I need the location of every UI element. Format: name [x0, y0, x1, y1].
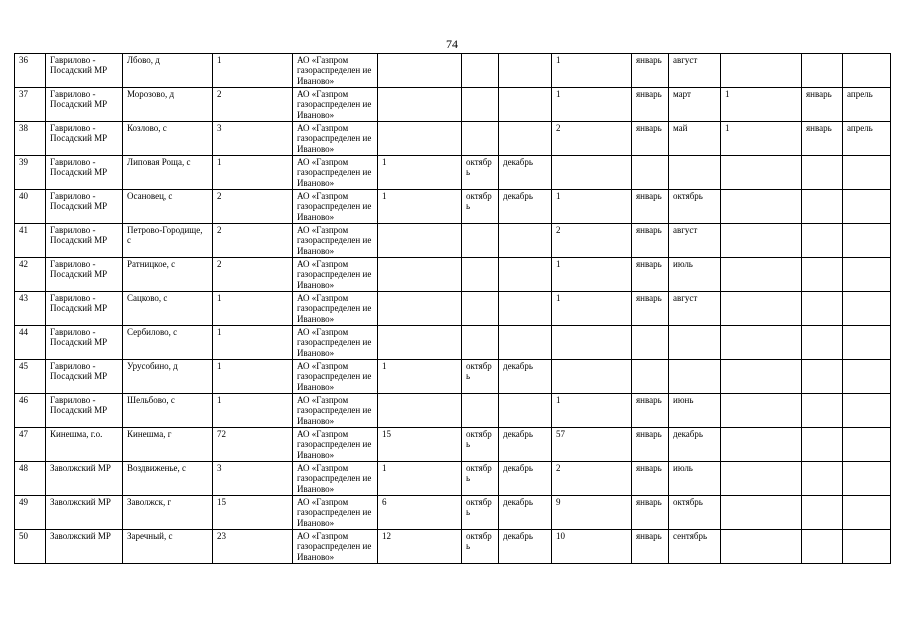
row-number-cell: 48 — [15, 462, 46, 496]
period3-start-month-cell — [802, 360, 843, 394]
period3-count-cell — [721, 496, 802, 530]
period2-count-cell — [552, 156, 632, 190]
row-number-cell: 46 — [15, 394, 46, 428]
organization-cell: АО «Газпром газораспределен ие Иваново» — [293, 224, 378, 258]
period2-count-cell: 1 — [552, 190, 632, 224]
period2-count-cell: 2 — [552, 122, 632, 156]
district-cell: Гаврилово - Посадский МР — [46, 224, 123, 258]
period3-end-month-cell — [843, 530, 891, 564]
total-count-cell: 2 — [213, 88, 293, 122]
period2-end-month-cell: август — [669, 292, 721, 326]
period1-start-month-cell — [462, 394, 499, 428]
schedule-table — [14, 53, 891, 564]
organization-cell: АО «Газпром газораспределен ие Иваново» — [293, 190, 378, 224]
total-count-cell: 2 — [213, 258, 293, 292]
period1-end-month-cell — [499, 88, 552, 122]
organization-cell: АО «Газпром газораспределен ие Иваново» — [293, 122, 378, 156]
organization-cell: АО «Газпром газораспределен ие Иваново» — [293, 462, 378, 496]
period3-end-month-cell — [843, 54, 891, 88]
period3-end-month-cell — [843, 394, 891, 428]
period2-start-month-cell: январь — [632, 530, 669, 564]
table-row — [15, 428, 891, 462]
organization-cell: АО «Газпром газораспределен ие Иваново» — [293, 326, 378, 360]
settlement-cell: Липовая Роща, с — [123, 156, 213, 190]
period3-count-cell — [721, 190, 802, 224]
table-row — [15, 156, 891, 190]
row-number-cell: 44 — [15, 326, 46, 360]
district-cell: Гаврилово - Посадский МР — [46, 122, 123, 156]
total-count-cell: 1 — [213, 394, 293, 428]
total-count-cell: 1 — [213, 326, 293, 360]
district-cell: Кинешма, г.о. — [46, 428, 123, 462]
settlement-cell: Ратницкое, с — [123, 258, 213, 292]
period2-start-month-cell: январь — [632, 496, 669, 530]
row-number-cell: 40 — [15, 190, 46, 224]
settlement-cell: Кинешма, г — [123, 428, 213, 462]
period3-end-month-cell — [843, 496, 891, 530]
period1-count-cell — [378, 88, 462, 122]
period3-count-cell — [721, 360, 802, 394]
period1-count-cell — [378, 54, 462, 88]
period1-end-month-cell — [499, 54, 552, 88]
period3-start-month-cell — [802, 156, 843, 190]
settlement-cell: Заречный, с — [123, 530, 213, 564]
period3-end-month-cell — [843, 190, 891, 224]
district-cell: Заволжский МР — [46, 462, 123, 496]
period2-start-month-cell: январь — [632, 292, 669, 326]
period1-count-cell: 1 — [378, 360, 462, 394]
district-cell: Гаврилово - Посадский МР — [46, 292, 123, 326]
period1-count-cell — [378, 258, 462, 292]
settlement-cell: Петрово-Городище, с — [123, 224, 213, 258]
period3-count-cell — [721, 224, 802, 258]
row-number-cell: 41 — [15, 224, 46, 258]
period3-end-month-cell — [843, 156, 891, 190]
period1-count-cell: 1 — [378, 462, 462, 496]
period1-end-month-cell: декабрь — [499, 428, 552, 462]
period2-end-month-cell: август — [669, 224, 721, 258]
period2-count-cell: 1 — [552, 54, 632, 88]
total-count-cell: 1 — [213, 292, 293, 326]
period3-end-month-cell — [843, 224, 891, 258]
table-row — [15, 326, 891, 360]
period1-count-cell — [378, 122, 462, 156]
period1-start-month-cell — [462, 326, 499, 360]
period1-start-month-cell: октябрь — [462, 462, 499, 496]
period3-count-cell — [721, 156, 802, 190]
period1-count-cell: 1 — [378, 190, 462, 224]
period2-start-month-cell — [632, 156, 669, 190]
total-count-cell: 2 — [213, 190, 293, 224]
district-cell: Заволжский МР — [46, 496, 123, 530]
district-cell: Гаврилово - Посадский МР — [46, 258, 123, 292]
total-count-cell: 72 — [213, 428, 293, 462]
row-number-cell: 37 — [15, 88, 46, 122]
table-row — [15, 190, 891, 224]
period2-start-month-cell: январь — [632, 122, 669, 156]
row-number-cell: 45 — [15, 360, 46, 394]
row-number-cell: 39 — [15, 156, 46, 190]
total-count-cell: 23 — [213, 530, 293, 564]
organization-cell: АО «Газпром газораспределен ие Иваново» — [293, 258, 378, 292]
period2-end-month-cell: октябрь — [669, 190, 721, 224]
period3-count-cell — [721, 326, 802, 360]
period3-end-month-cell — [843, 360, 891, 394]
period3-count-cell: 1 — [721, 122, 802, 156]
period2-count-cell: 2 — [552, 224, 632, 258]
organization-cell: АО «Газпром газораспределен ие Иваново» — [293, 428, 378, 462]
period3-count-cell: 1 — [721, 88, 802, 122]
period2-start-month-cell: январь — [632, 258, 669, 292]
period3-end-month-cell: апрель — [843, 88, 891, 122]
period2-end-month-cell: март — [669, 88, 721, 122]
total-count-cell: 1 — [213, 360, 293, 394]
settlement-cell: Морозово, д — [123, 88, 213, 122]
total-count-cell: 15 — [213, 496, 293, 530]
period1-start-month-cell: октябрь — [462, 530, 499, 564]
period3-start-month-cell — [802, 394, 843, 428]
table-row — [15, 496, 891, 530]
period1-end-month-cell: декабрь — [499, 190, 552, 224]
period1-start-month-cell: октябрь — [462, 428, 499, 462]
total-count-cell: 1 — [213, 156, 293, 190]
period3-start-month-cell — [802, 530, 843, 564]
settlement-cell: Осановец, с — [123, 190, 213, 224]
period1-end-month-cell: декабрь — [499, 496, 552, 530]
period1-start-month-cell — [462, 224, 499, 258]
period3-count-cell — [721, 394, 802, 428]
row-number-cell: 43 — [15, 292, 46, 326]
period1-count-cell: 1 — [378, 156, 462, 190]
total-count-cell: 2 — [213, 224, 293, 258]
period2-end-month-cell: май — [669, 122, 721, 156]
period2-end-month-cell: сентябрь — [669, 530, 721, 564]
district-cell: Гаврилово - Посадский МР — [46, 394, 123, 428]
table-row — [15, 54, 891, 88]
organization-cell: АО «Газпром газораспределен ие Иваново» — [293, 292, 378, 326]
row-number-cell: 49 — [15, 496, 46, 530]
settlement-cell: Козлово, с — [123, 122, 213, 156]
organization-cell: АО «Газпром газораспределен ие Иваново» — [293, 54, 378, 88]
period1-start-month-cell — [462, 258, 499, 292]
organization-cell: АО «Газпром газораспределен ие Иваново» — [293, 360, 378, 394]
period2-start-month-cell: январь — [632, 88, 669, 122]
organization-cell: АО «Газпром газораспределен ие Иваново» — [293, 394, 378, 428]
period2-count-cell: 2 — [552, 462, 632, 496]
period1-end-month-cell — [499, 258, 552, 292]
period3-start-month-cell — [802, 54, 843, 88]
period1-start-month-cell — [462, 292, 499, 326]
period1-end-month-cell: декабрь — [499, 530, 552, 564]
organization-cell: АО «Газпром газораспределен ие Иваново» — [293, 496, 378, 530]
period1-end-month-cell — [499, 122, 552, 156]
period1-count-cell: 12 — [378, 530, 462, 564]
table-body — [15, 54, 891, 564]
period2-end-month-cell: июль — [669, 258, 721, 292]
settlement-cell: Шельбово, с — [123, 394, 213, 428]
period2-end-month-cell: июнь — [669, 394, 721, 428]
row-number-cell: 50 — [15, 530, 46, 564]
period2-count-cell: 1 — [552, 292, 632, 326]
period3-count-cell — [721, 258, 802, 292]
period1-count-cell: 15 — [378, 428, 462, 462]
period1-end-month-cell — [499, 326, 552, 360]
period2-count-cell — [552, 326, 632, 360]
period3-count-cell — [721, 292, 802, 326]
period3-count-cell — [721, 428, 802, 462]
table-row — [15, 530, 891, 564]
district-cell: Гаврилово - Посадский МР — [46, 54, 123, 88]
row-number-cell: 47 — [15, 428, 46, 462]
period3-start-month-cell — [802, 428, 843, 462]
table-row — [15, 258, 891, 292]
table-row — [15, 122, 891, 156]
total-count-cell: 3 — [213, 122, 293, 156]
period2-count-cell — [552, 360, 632, 394]
table-row — [15, 224, 891, 258]
table-row — [15, 462, 891, 496]
row-number-cell: 38 — [15, 122, 46, 156]
period3-end-month-cell — [843, 326, 891, 360]
period3-end-month-cell — [843, 428, 891, 462]
table-row — [15, 292, 891, 326]
period3-start-month-cell — [802, 224, 843, 258]
period3-start-month-cell — [802, 462, 843, 496]
table-row — [15, 88, 891, 122]
row-number-cell: 42 — [15, 258, 46, 292]
period2-count-cell: 1 — [552, 258, 632, 292]
period3-start-month-cell — [802, 258, 843, 292]
period1-count-cell — [378, 326, 462, 360]
period2-start-month-cell: январь — [632, 190, 669, 224]
page-number: 74 — [446, 37, 458, 51]
settlement-cell: Сербилово, с — [123, 326, 213, 360]
period1-start-month-cell — [462, 88, 499, 122]
district-cell: Гаврилово - Посадский МР — [46, 156, 123, 190]
period2-start-month-cell: январь — [632, 462, 669, 496]
period1-count-cell — [378, 394, 462, 428]
settlement-cell: Заволжск, г — [123, 496, 213, 530]
district-cell: Гаврилово - Посадский МР — [46, 326, 123, 360]
period2-end-month-cell: июль — [669, 462, 721, 496]
period2-count-cell: 10 — [552, 530, 632, 564]
period3-start-month-cell: январь — [802, 88, 843, 122]
period3-count-cell — [721, 54, 802, 88]
organization-cell: АО «Газпром газораспределен ие Иваново» — [293, 156, 378, 190]
period1-start-month-cell — [462, 122, 499, 156]
period3-start-month-cell — [802, 292, 843, 326]
period2-start-month-cell: январь — [632, 394, 669, 428]
organization-cell: АО «Газпром газораспределен ие Иваново» — [293, 530, 378, 564]
period3-count-cell — [721, 462, 802, 496]
period1-start-month-cell: октябрь — [462, 496, 499, 530]
period2-start-month-cell: январь — [632, 54, 669, 88]
period1-count-cell — [378, 292, 462, 326]
period3-start-month-cell — [802, 326, 843, 360]
period2-start-month-cell — [632, 326, 669, 360]
period3-start-month-cell — [802, 496, 843, 530]
period2-count-cell: 57 — [552, 428, 632, 462]
period2-count-cell: 1 — [552, 394, 632, 428]
total-count-cell: 1 — [213, 54, 293, 88]
total-count-cell: 3 — [213, 462, 293, 496]
period1-end-month-cell — [499, 292, 552, 326]
period1-start-month-cell: октябрь — [462, 360, 499, 394]
district-cell: Заволжский МР — [46, 530, 123, 564]
district-cell: Гаврилово - Посадский МР — [46, 360, 123, 394]
period3-end-month-cell: апрель — [843, 122, 891, 156]
period2-count-cell: 9 — [552, 496, 632, 530]
period1-start-month-cell: октябрь — [462, 156, 499, 190]
table-row — [15, 394, 891, 428]
period2-end-month-cell: декабрь — [669, 428, 721, 462]
settlement-cell: Лбово, д — [123, 54, 213, 88]
period2-start-month-cell — [632, 360, 669, 394]
district-cell: Гаврилово - Посадский МР — [46, 88, 123, 122]
period2-end-month-cell — [669, 326, 721, 360]
period3-start-month-cell — [802, 190, 843, 224]
row-number-cell: 36 — [15, 54, 46, 88]
period1-end-month-cell: декабрь — [499, 462, 552, 496]
period2-start-month-cell: январь — [632, 224, 669, 258]
period2-end-month-cell: август — [669, 54, 721, 88]
period3-end-month-cell — [843, 462, 891, 496]
period3-start-month-cell: январь — [802, 122, 843, 156]
period2-start-month-cell: январь — [632, 428, 669, 462]
period1-count-cell: 6 — [378, 496, 462, 530]
period1-count-cell — [378, 224, 462, 258]
period1-start-month-cell — [462, 54, 499, 88]
table-row — [15, 360, 891, 394]
period1-end-month-cell — [499, 394, 552, 428]
settlement-cell: Урусобино, д — [123, 360, 213, 394]
period1-start-month-cell: октябрь — [462, 190, 499, 224]
district-cell: Гаврилово - Посадский МР — [46, 190, 123, 224]
organization-cell: АО «Газпром газораспределен ие Иваново» — [293, 88, 378, 122]
period1-end-month-cell: декабрь — [499, 156, 552, 190]
period2-count-cell: 1 — [552, 88, 632, 122]
period3-end-month-cell — [843, 258, 891, 292]
period2-end-month-cell — [669, 156, 721, 190]
period2-end-month-cell — [669, 360, 721, 394]
period2-end-month-cell: октябрь — [669, 496, 721, 530]
settlement-cell: Сацково, с — [123, 292, 213, 326]
period1-end-month-cell: декабрь — [499, 360, 552, 394]
period1-end-month-cell — [499, 224, 552, 258]
settlement-cell: Воздвиженье, с — [123, 462, 213, 496]
period3-end-month-cell — [843, 292, 891, 326]
period3-count-cell — [721, 530, 802, 564]
